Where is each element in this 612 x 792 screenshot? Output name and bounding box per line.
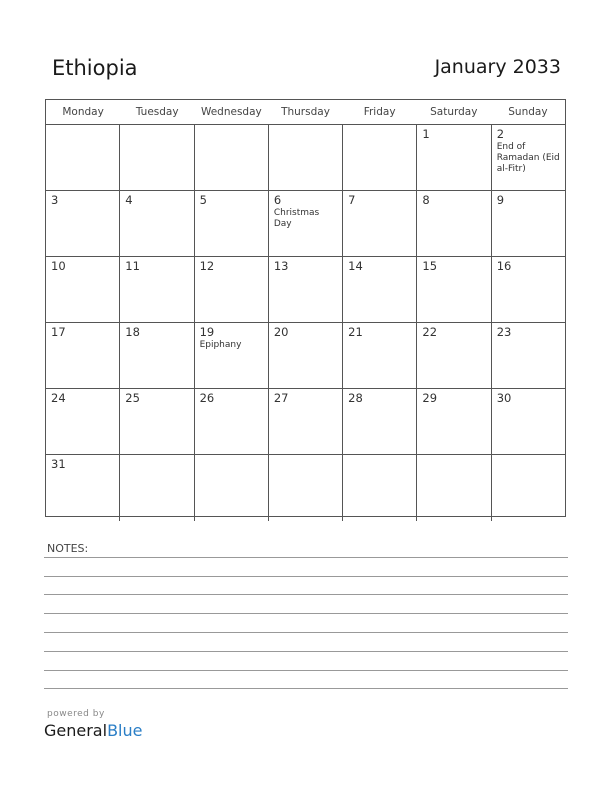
- brand-logo[interactable]: [44, 721, 142, 740]
- note-line: [44, 651, 568, 652]
- day-cell[interactable]: [492, 257, 565, 322]
- week-row: [46, 323, 565, 389]
- day-number: 20: [273, 325, 289, 339]
- day-cell[interactable]: [343, 125, 417, 190]
- day-number: 23: [496, 325, 512, 339]
- day-cell[interactable]: [120, 125, 194, 190]
- day-number: 11: [125, 259, 140, 273]
- day-number: 25: [125, 391, 140, 405]
- day-number: 6: [273, 193, 282, 207]
- note-line: [44, 632, 568, 633]
- day-cell[interactable]: [417, 257, 491, 322]
- day-cell[interactable]: [269, 257, 343, 322]
- day-cell[interactable]: [417, 455, 491, 521]
- week-row: [46, 257, 565, 323]
- day-cell[interactable]: [46, 455, 120, 521]
- day-number: 12: [199, 259, 215, 273]
- day-cell[interactable]: [195, 455, 269, 521]
- week-row: [46, 389, 565, 455]
- day-number: 21: [348, 325, 363, 339]
- day-cell[interactable]: [343, 191, 417, 256]
- day-cell[interactable]: [492, 125, 565, 190]
- weekday-header: Friday: [363, 106, 396, 118]
- day-cell[interactable]: [343, 455, 417, 521]
- day-number: 8: [422, 193, 430, 207]
- day-cell[interactable]: [195, 125, 269, 190]
- day-cell[interactable]: [195, 257, 269, 322]
- note-line: [44, 576, 568, 577]
- weekday-header: Tuesday: [135, 106, 179, 118]
- day-cell[interactable]: [120, 257, 194, 322]
- day-number: 31: [51, 457, 66, 471]
- day-number: 14: [348, 259, 363, 273]
- day-number: 28: [348, 391, 363, 405]
- day-cell[interactable]: [195, 191, 269, 256]
- day-cell[interactable]: [417, 389, 491, 454]
- weeks-container: [46, 125, 565, 521]
- weekday-header-row: [46, 100, 565, 125]
- day-number: 26: [199, 391, 215, 405]
- day-cell[interactable]: [120, 323, 194, 388]
- day-cell[interactable]: [417, 125, 491, 190]
- holiday-label: End of Ramadan (Eid al-Fitr): [496, 142, 560, 174]
- day-cell[interactable]: [46, 389, 120, 454]
- week-row: [46, 455, 565, 521]
- day-number: 5: [199, 193, 207, 207]
- day-number: 2: [496, 127, 505, 141]
- calendar-grid: [45, 99, 566, 517]
- day-number: 17: [51, 325, 66, 339]
- day-number: 4: [125, 193, 133, 207]
- powered-by-text: powered by: [47, 709, 105, 719]
- note-line: [44, 688, 568, 689]
- day-number: 10: [51, 259, 66, 273]
- day-number: 24: [51, 391, 66, 405]
- day-cell[interactable]: [46, 257, 120, 322]
- day-number: 18: [125, 325, 140, 339]
- week-row: [46, 191, 565, 257]
- day-cell[interactable]: [492, 455, 565, 521]
- page-title-month: January 2033: [434, 56, 561, 78]
- day-cell[interactable]: [492, 191, 565, 256]
- day-cell[interactable]: [417, 323, 491, 388]
- day-cell[interactable]: [46, 191, 120, 256]
- day-number: 22: [422, 325, 438, 339]
- day-number: 29: [422, 391, 438, 405]
- brand-general-text: General: [44, 721, 108, 740]
- week-row: [46, 125, 565, 191]
- day-number: 27: [273, 391, 289, 405]
- day-cell[interactable]: [492, 323, 565, 388]
- day-cell[interactable]: [269, 125, 343, 190]
- day-number: 9: [496, 193, 505, 207]
- day-cell[interactable]: [269, 455, 343, 521]
- day-cell[interactable]: [46, 125, 120, 190]
- weekday-header: Saturday: [430, 106, 478, 118]
- day-cell[interactable]: [269, 389, 343, 454]
- day-cell[interactable]: [417, 191, 491, 256]
- day-cell[interactable]: [195, 389, 269, 454]
- note-line: [44, 613, 568, 614]
- page-title-country: Ethiopia: [52, 56, 138, 80]
- day-cell[interactable]: [120, 389, 194, 454]
- day-number: 15: [422, 259, 438, 273]
- brand-blue-text: Blue: [107, 721, 143, 740]
- day-number: 13: [273, 259, 289, 273]
- weekday-header: Wednesday: [200, 106, 262, 118]
- note-line: [44, 557, 568, 558]
- day-number: 1: [422, 127, 430, 141]
- day-number: 30: [496, 391, 512, 405]
- holiday-label: Epiphany: [199, 340, 242, 350]
- day-cell[interactable]: [269, 323, 343, 388]
- day-cell[interactable]: [195, 323, 269, 388]
- notes-label: NOTES:: [47, 542, 89, 555]
- day-cell[interactable]: [343, 257, 417, 322]
- day-cell[interactable]: [120, 191, 194, 256]
- day-cell[interactable]: [343, 389, 417, 454]
- day-number: 16: [496, 259, 512, 273]
- day-cell[interactable]: [120, 455, 194, 521]
- day-number: 7: [348, 193, 356, 207]
- day-number: 3: [51, 193, 59, 207]
- weekday-header: Monday: [62, 106, 104, 118]
- day-number: 19: [199, 325, 215, 339]
- weekday-header: Thursday: [281, 106, 330, 118]
- day-cell[interactable]: [492, 389, 565, 454]
- day-cell[interactable]: [46, 323, 120, 388]
- day-cell[interactable]: [343, 323, 417, 388]
- weekday-header: Sunday: [508, 106, 548, 118]
- holiday-label: Christmas Day: [273, 208, 320, 229]
- note-line: [44, 670, 568, 671]
- note-line: [44, 594, 568, 595]
- day-cell[interactable]: [269, 191, 343, 256]
